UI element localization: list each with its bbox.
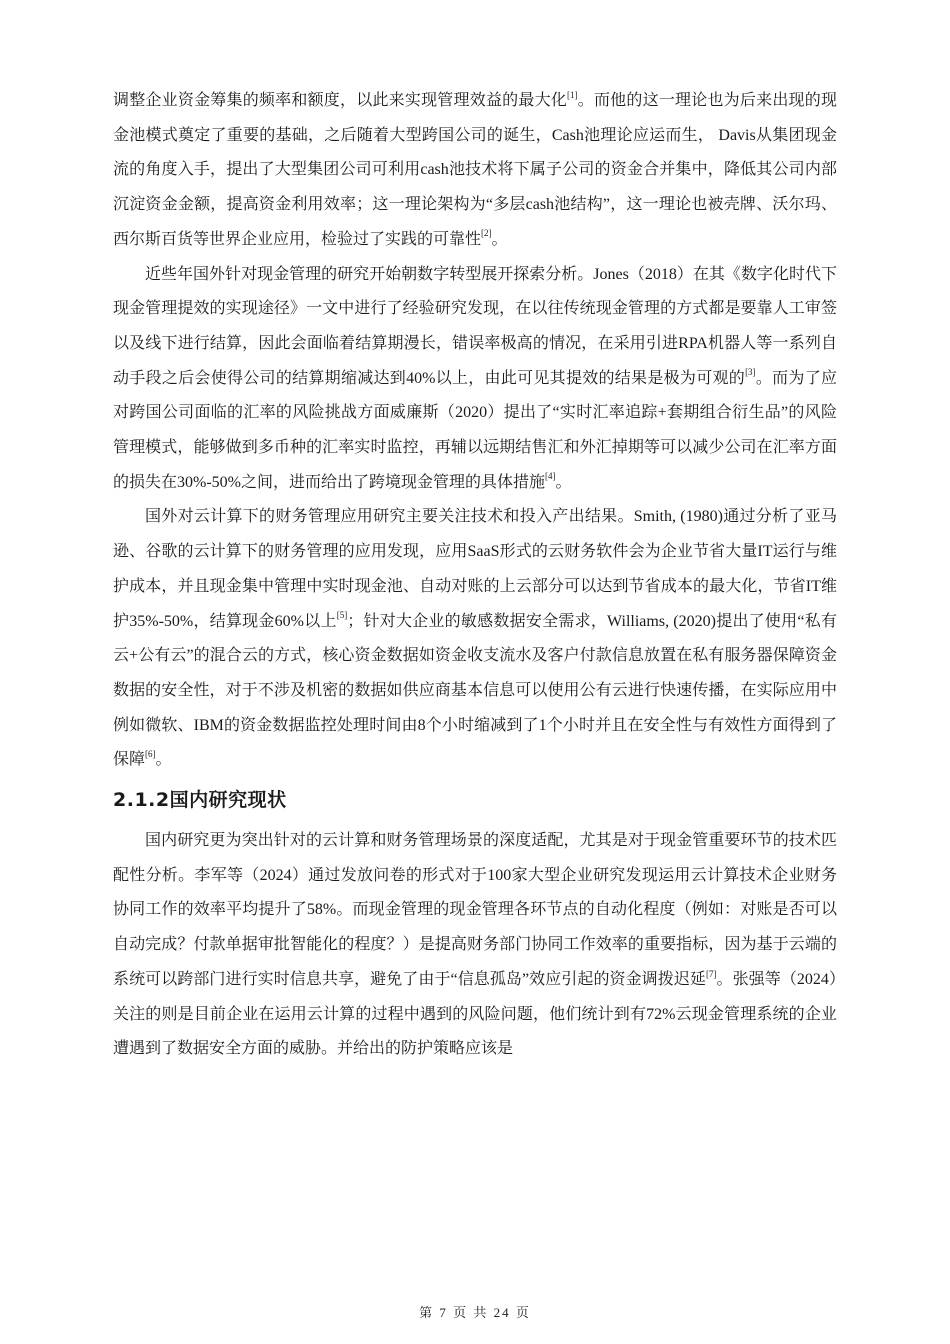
- paragraph-text: 近些年国外针对现金管理的研究开始朝数字转型展开探索分析。Jones（2018）在其《数字化时代下现金管理提效的实现途径》一文中进行了经验研究发现，在以往传统现金管理的方式都是要靠人工审签以及线下进行结算，因此会面临着结算期漫长，错误率极高的情况，在采用引进RPA机器人等一系列自动手段之后会使得公司的结算期缩减达到40%以上，由此可见其提效的结果是极为可观的: [113, 265, 837, 387]
- paragraph-text: 。: [555, 473, 572, 491]
- section-heading: 2.1.2国内研究现状: [113, 789, 287, 812]
- citation-ref: [1]: [567, 89, 578, 100]
- citation-ref: [7]: [705, 968, 717, 979]
- foreign-research-body: [113, 84, 837, 778]
- paragraph-text: ；针对大企业的敏感数据安全需求，Williams, (2020)提出了使用“私有云+公有云”的混合云的方式，核心资金数据如资金收支流水及客户付款信息放置在私有服务器保障资金数据的安全性，对于不涉及机密的数据如供应商基本信息可以使用公有云进行快速传播，在实际应用中例如微软、IBM的资金数据监控处理时间由8个小时缩减到了1个小时并且在安全性与有效性方面得到了保障: [113, 612, 837, 769]
- page-content: [113, 84, 837, 1067]
- citation-ref: [6]: [145, 749, 156, 760]
- paragraph: [113, 84, 837, 258]
- page-footer: 第 7 页 共 24 页: [419, 1305, 531, 1320]
- paragraph-text: 。而他的这一理论也为后来出现的现金池模式奠定了重要的基础，之后随着大型跨国公司的诞生，Cash池理论应运而生， Davis从集团现金流的角度入手，提出了大型集团公司可利用cash池技术将下属子公司的资金合并集中，降低其公司内部沉淀资金金额，提高资金利用效率；这一理论架构为“多层cash池结构”，这一理论也被壳牌、沃尔玛、西尔斯百货等世界企业应用，检验过了实践的可靠性: [113, 92, 837, 248]
- paragraph: [113, 258, 837, 501]
- paragraph: [113, 500, 837, 778]
- citation-ref: [3]: [745, 367, 756, 378]
- citation-ref: [5]: [336, 610, 348, 621]
- citation-ref: [2]: [481, 228, 492, 239]
- paragraph-text: 调整企业资金筹集的频率和额度，以此来实现管理效益的最大化: [113, 92, 568, 109]
- paragraph-text: 。: [491, 230, 508, 248]
- paragraph: [113, 824, 837, 1067]
- domestic-research-body: [113, 824, 837, 1067]
- paragraph-text: 。: [155, 751, 172, 769]
- paragraph-text: 国内研究更为突出针对的云计算和财务管理场景的深度适配，尤其是对于现金管重要环节的技术匹配性分析。李军等（2024）通过发放问卷的形式对于100家大型企业研究发现运用云计算技术企业财务协同工作的效率平均提升了58%。而现金管理的现金管理各环节点的自动化程度（例如：对账是否可以自动完成？付款单据审批智能化的程度？）是提高财务部门协同工作效率的重要指标，因为基于云端的系统可以跨部门进行实时信息共享，避免了由于“信息孤岛”效应引起的资金调拨迟延: [113, 832, 837, 988]
- paragraph-text: 。张强等（2024）关注的则是目前企业在运用云计算的过程中遇到的风险问题，他们统计到有72%云现金管理系统的企业遭遇到了数据安全方面的威胁。并给出的防护策略应该是: [113, 970, 837, 1058]
- paragraph-text: 国外对云计算下的财务管理应用研究主要关注技术和投入产出结果。Smith, (1980)通过分析了亚马逊、谷歌的云计算下的财务管理的应用发现，应用SaaS形式的云财务软件会为企业节省大量IT运行与维护成本，并且现金集中管理中实时现金池、自动对账的上云部分可以达到节省成本的最大化，节省IT维护35%-50%，结算现金60%以上: [113, 508, 837, 630]
- paragraph-text: 。而为了应对跨国公司面临的汇率的风险挑战方面威廉斯（2020）提出了“实时汇率追踪+套期组合衍生品”的风险管理模式，能够做到多币种的汇率实时监控，再辅以远期结售汇和外汇掉期等可以减少公司在汇率方面的损失在30%-50%之间，进而给出了跨境现金管理的具体措施: [113, 369, 837, 491]
- citation-ref: [4]: [545, 471, 556, 482]
